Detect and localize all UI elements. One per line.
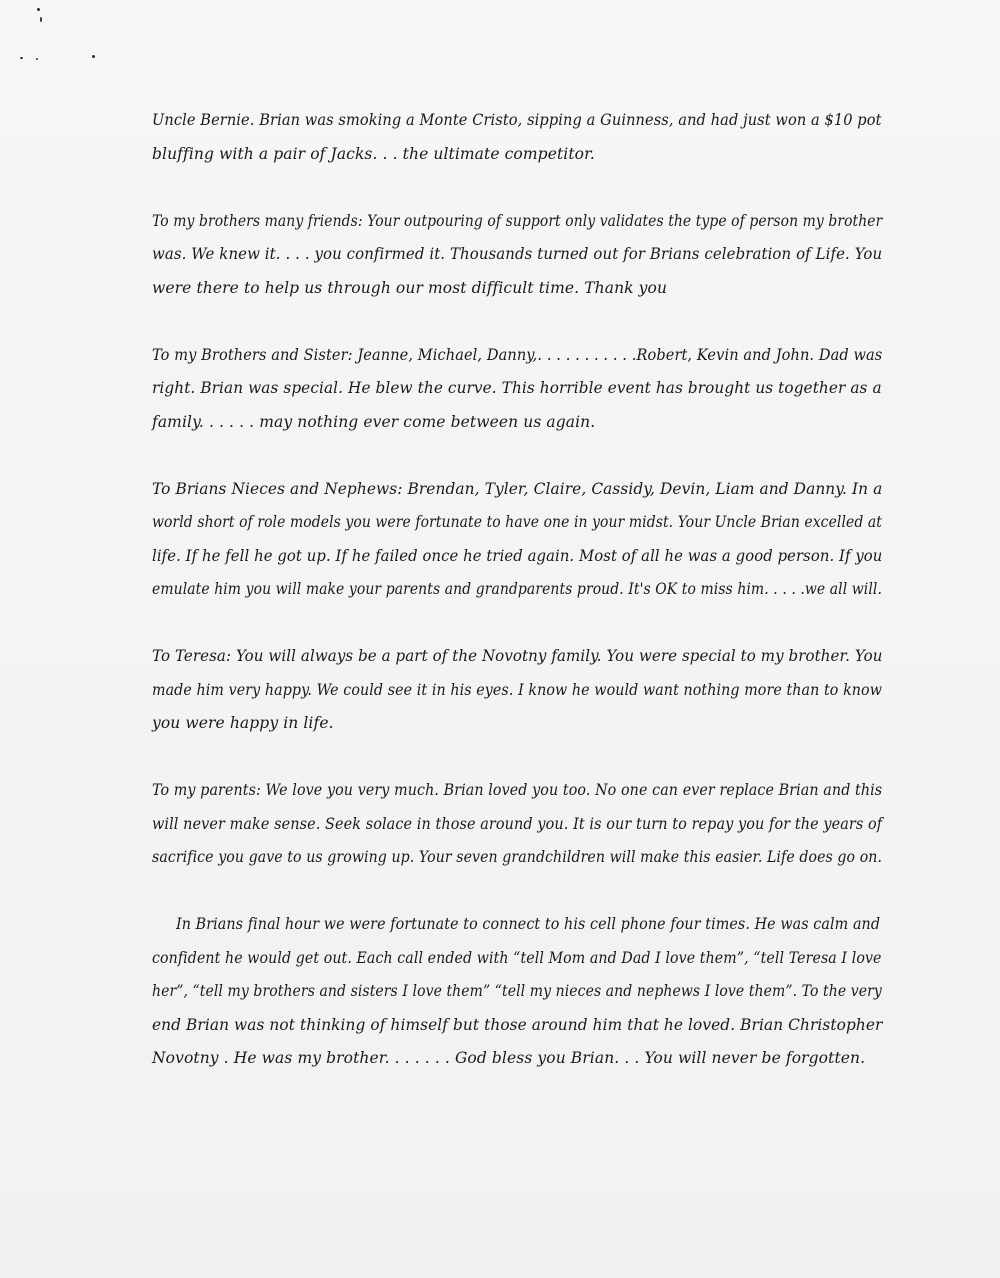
text-line: was. We knew it. . . . you confirmed it. Thousands turned out for Brians celebration of Life. You xyxy=(152,245,883,263)
text-line: life. If he fell he got up. If he failed once he tried again. Most of all he was a good person. If you xyxy=(152,546,883,565)
paragraph-siblings xyxy=(152,339,882,440)
paragraph-friends xyxy=(152,205,882,306)
scan-speck xyxy=(20,57,23,59)
text-line: will never make sense. Seek solace in those around you. It is our turn to repay you for the years of xyxy=(152,814,883,833)
text-line: bluffing with a pair of Jacks. . . the ultimate competitor. xyxy=(152,144,595,163)
scan-speck xyxy=(36,58,38,60)
scan-speck xyxy=(92,55,95,58)
text-line: To my parents: We love you very much. Brian loved you too. No one can ever replace Brian and this xyxy=(152,781,883,799)
scan-speck xyxy=(37,8,40,11)
text-line: Novotny . He was my brother. . . . . . . God bless you Brian. . . You will never be forgotten. xyxy=(152,1049,866,1067)
text-line: To my brothers many friends: Your outpouring of support only validates the type of person my brother xyxy=(152,211,883,230)
scan-speck xyxy=(40,17,42,22)
text-line: Uncle Bernie. Brian was smoking a Monte Cristo, sipping a Guinness, and had just won a $10 pot xyxy=(152,111,882,129)
text-line: were there to help us through our most difficult time. Thank you xyxy=(152,278,668,297)
paragraph-teresa xyxy=(152,640,882,741)
text-line: made him very happy. We could see it in his eyes. I know he would want nothing more than to know xyxy=(152,680,882,699)
text-line: right. Brian was special. He blew the curve. This horrible event has brought us together as a xyxy=(152,379,882,397)
text-line: sacrifice you gave to us growing up. Your seven grandchildren will make this easier. Life does go on. xyxy=(152,848,883,866)
paragraph-final-hour xyxy=(152,908,882,1076)
text-line: world short of role models you were fortunate to have one in your midst. Your Uncle Brian excelled at xyxy=(152,513,882,531)
text-line: To Brians Nieces and Nephews: Brendan, Tyler, Claire, Cassidy, Devin, Liam and Danny. In a xyxy=(152,479,883,498)
paragraph-uncle-bernie xyxy=(152,104,882,171)
paragraph-nieces-nephews xyxy=(152,473,882,607)
paragraph-parents xyxy=(152,774,882,875)
text-line: To my Brothers and Sister: Jeanne, Michael, Danny,. . . . . . . . . . .Robert, Kevin and John. Dad was xyxy=(152,345,883,364)
text-line: To Teresa: You will always be a part of the Novotny family. You were special to my brother. You xyxy=(152,647,883,665)
text-line: you were happy in life. xyxy=(152,714,334,732)
text-line: her”, “tell my brothers and sisters I love them” “tell my nieces and nephews I love them”. To the very xyxy=(152,982,882,1000)
text-line: family. . . . . . may nothing ever come between us again. xyxy=(152,412,596,431)
text-line: confident he would get out. Each call ended with “tell Mom and Dad I love them”, “tell Teresa I love xyxy=(152,948,882,967)
text-line: In Brians final hour we were fortunate to connect to his cell phone four times. He was calm and xyxy=(175,915,881,933)
text-line: end Brian was not thinking of himself but those around him that he loved. Brian Christopher xyxy=(152,1015,883,1034)
text-line: emulate him you will make your parents and grandparents proud. It's OK to miss him. . . . .we all will. xyxy=(152,580,882,598)
letter-body xyxy=(152,104,882,1109)
